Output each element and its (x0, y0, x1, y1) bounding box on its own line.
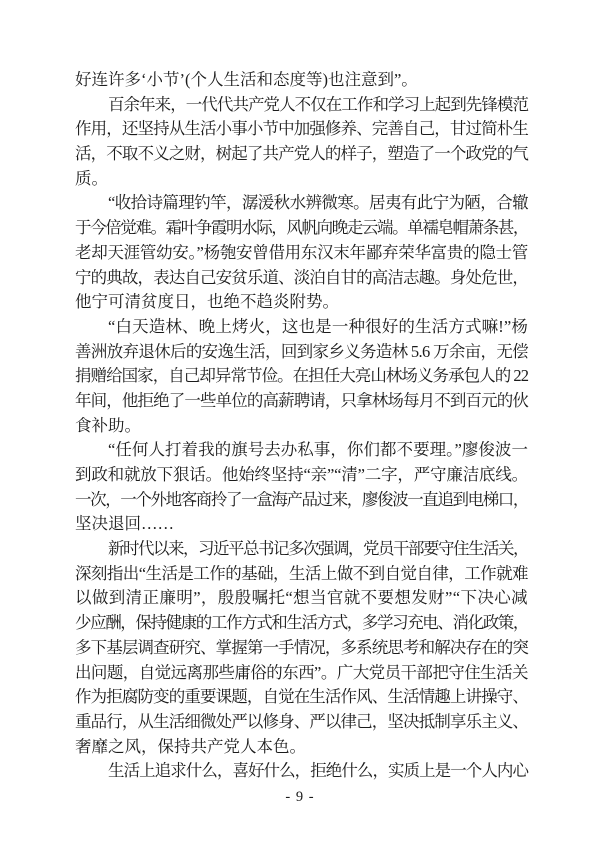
text-line: 质。 (75, 168, 108, 188)
text-line: 到政和就放下狠话。他始终坚持“亲”“清”二字，严守廉洁底线。 (75, 465, 528, 484)
text-line: 好连许多‘小节’(个人生活和态度等)也注意到”。 (75, 70, 418, 89)
text-line: 宁的典故，表达自己安贫乐道、淡泊自甘的高洁志趣。身处危世， (75, 267, 529, 287)
text-line: 奢靡之风，保持共产党人本色。 (75, 736, 306, 756)
text-line: 于今倍觉难。霜叶争霞明水际，风帆向晚走云端。单襦皂帽萧条甚， (75, 218, 529, 238)
text-line: 少应酬，保持健康的工作方式和生活方式，多学习充电、消化政策， (75, 613, 529, 633)
text-line: 一次，一个外地客商拎了一盒海产品过来，廖俊波一直追到电梯口， (75, 489, 529, 509)
text-line: “任何人打着我的旗号去办私事，你们都不要理。”廖俊波一 (108, 440, 528, 460)
text-line: 出问题，自觉远离那些庸俗的东西”。广大党员干部把守住生活关 (75, 662, 528, 682)
text-line: 重品行，从生活细微处严以修身、严以律己，坚决抵制享乐主义、 (75, 711, 529, 731)
text-line: 作为拒腐防变的重要课题，自觉在生活作风、生活情趣上讲操守、 (75, 687, 529, 707)
text-line: “白天造林、晚上烤火，这也是一种很好的生活方式嘛!”杨 (108, 316, 528, 336)
text-line: 以做到清正廉明”，殷殷嘱托“想当官就不要想发财”“下决心减 (75, 588, 528, 608)
text-line: 深刻指出“生活是工作的基础，生活上做不到自觉自律，工作就难 (75, 563, 528, 583)
text-line: 老却天涯管幼安。”杨匏安曾借用东汉末年鄙弃荣华富贵的隐士管 (75, 242, 528, 262)
text-line: 百余年来，一代代共产党人不仅在工作和学习上起到先锋模范 (108, 94, 529, 114)
page-body (75, 68, 528, 784)
text-line: 坚决退回…… (75, 514, 174, 534)
text-line: 食补助。 (75, 415, 141, 435)
text-line: 多下基层调查研究、掌握第一手情况，多系统思考和解决存在的突 (75, 637, 529, 657)
text-line: 作用，还坚持从生活小事小节中加强修养、完善自己，甘过简朴生 (75, 119, 529, 139)
text-line: 善洲放弃退休后的安逸生活，回到家乡义务造林 5.6 万余亩，无偿 (75, 341, 528, 361)
page-number: - 9 - (285, 789, 315, 805)
text-line: 生活上追求什么，喜好什么，拒绝什么，实质上是一个人内心 (108, 761, 529, 781)
text-line: 他宁可清贫度日，也绝不趋炎附势。 (75, 292, 339, 312)
text-line: 捐赠给国家，自己却异常节俭。在担任大亮山林场义务承包人的 22 (75, 366, 529, 386)
text-line: “收拾诗篇理钓竿，潺湲秋水辨微寒。居夷有此宁为陋，合辙 (108, 193, 528, 213)
text-line: 年间，他拒绝了一些单位的高薪聘请，只拿林场每月不到百元的伙 (75, 390, 529, 410)
text-line: 活，不取不义之财，树起了共产党人的样子，塑造了一个政党的气 (75, 144, 529, 164)
text-line: 新时代以来，习近平总书记多次强调，党员干部要守住生活关， (108, 539, 528, 559)
